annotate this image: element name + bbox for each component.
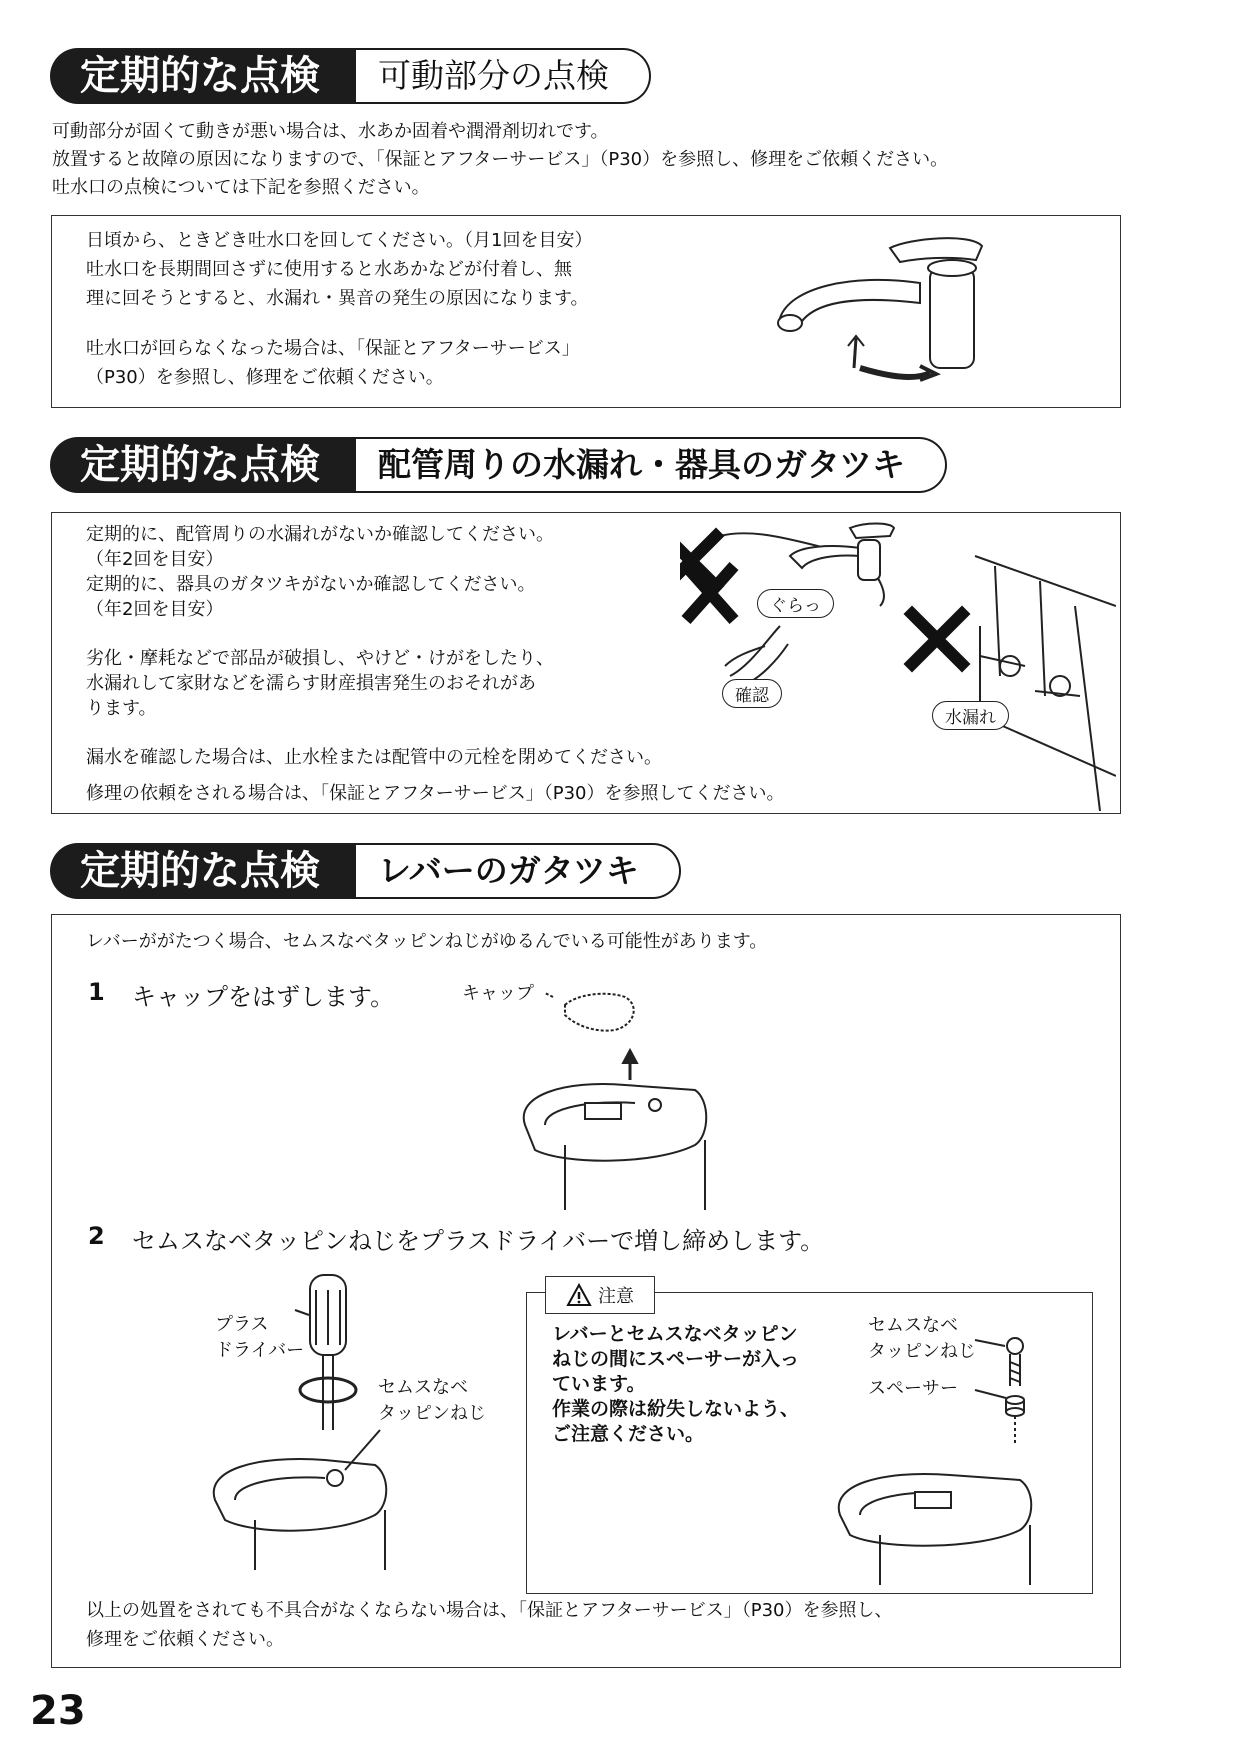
caution-line: ご注意ください。 [552,1423,705,1445]
section2-subtitle: 配管周りの水漏れ・器具のガタツキ [356,437,947,493]
box-line: （年2回を目安） [86,599,224,620]
caution-screw-label-line: タッピンねじ [868,1341,976,1362]
box-line: 吐水口が回らなくなった場合は、「保証とアフターサービス」 [86,338,580,359]
box-line: 修理の依頼をされる場合は、「保証とアフターサービス」（P30）を参照してください。 [86,783,785,804]
footer-line: 以上の処置をされても不具合がなくならない場合は、「保証とアフターサービス」（P30）を参照し、 [86,1600,893,1621]
section3-subtitle: レバーのガタツキ [356,843,681,899]
intro-line: 放置すると故障の原因になりますので、「保証とアフターサービス」（P30）を参照し、修理をご依頼ください。 [52,149,949,170]
intro-line: 可動部分が固くて動きが悪い場合は、水あか固着や潤滑剤切れです。 [52,121,609,142]
x-mark-icon [912,614,962,664]
cap-label: キャップ [462,983,534,1004]
page-number: 23 [30,1688,86,1734]
box-line: 定期的に、配管周りの水漏れがないか確認してください。 [86,524,554,545]
step2-text: セムスなベタッピンねじをプラスドライバーで増し締めします。 [132,1227,825,1255]
box-line: ります。 [86,698,157,719]
box-line: 理に回そうとすると、水漏れ・異音の発生の原因になります。 [86,288,589,309]
box-line: 水漏れして家財などを濡らす財産損害発生のおそれがあ [86,673,536,694]
box-line: （P30）を参照し、修理をご依頼ください。 [86,367,444,388]
section3-intro: レバーががたつく場合、セムスなベタッピンねじがゆるんでいる可能性があります。 [86,931,768,952]
driver-label-line: ドライバー [215,1340,305,1361]
box-line: （年2回を目安） [86,549,224,570]
footer-line: 修理をご依頼ください。 [86,1629,284,1650]
section2-header [50,437,947,493]
spacer-label: スペーサー [868,1378,958,1399]
step1-text: キャップをはずします。 [132,983,395,1011]
section2-title: 定期的な点検 [50,437,356,493]
screwdriver-tightening-illustration [195,1270,435,1570]
pipe-leak-illustration [680,516,1116,811]
box-line: 吐水口を長期間回さずに使用すると水あかなどが付着し、無 [86,259,572,280]
caution-line: ています。 [552,1373,646,1395]
section1-intro [52,118,948,202]
lever-cap-removal-illustration [505,985,735,1210]
section1-box-text [86,226,592,313]
step2-number: 2 [88,1222,105,1250]
box-line: 定期的に、器具のガタツキがないか確認してください。 [86,574,536,595]
warning-triangle-icon [566,1283,592,1307]
caution-title: 注意 [598,1286,634,1307]
box-line: 漏水を確認した場合は、止水栓または配管中の元栓を閉めてください。 [86,747,662,768]
caution-line: ねじの間にスペーサーが入っ [552,1348,800,1370]
section2-text-b [86,646,554,721]
box-line: 日頃から、ときどき吐水口を回してください。（月1回を目安） [86,230,593,251]
section3-footer [86,1596,893,1654]
section1-header [50,48,651,104]
screw-label-line: タッピンねじ [378,1403,486,1424]
section3-header [50,843,681,899]
section1-box-text2 [86,334,580,392]
driver-label-line: プラス [215,1314,269,1335]
caution-line: レバーとセムスなベタッピン [552,1323,798,1345]
leak-tag: 水漏れ [932,701,1009,730]
caution-line: 作業の際は紛失しないよう、 [552,1398,800,1420]
caution-header [545,1276,655,1314]
box-line: 劣化・摩耗などで部品が破損し、やけど・けがをしたり、 [86,648,554,669]
step1-number: 1 [88,978,105,1006]
intro-line: 吐水口の点検については下記を参照ください。 [52,177,430,198]
section1-subtitle: 可動部分の点検 [356,48,651,104]
section1-title: 定期的な点検 [50,48,356,104]
faucet-spout-rotate-illustration [770,228,1000,398]
wobble-tag: ぐらっ [757,589,834,618]
section3-title: 定期的な点検 [50,843,356,899]
section2-text-a [86,522,554,622]
check-tag: 確認 [722,679,782,708]
caution-screw-label-line: セムスなベ [868,1315,958,1336]
caution-text [552,1322,799,1447]
screw-label-line: セムスなベ [378,1377,468,1398]
x-mark-left-icon [680,556,740,636]
spacer-screw-illustration [830,1330,1080,1585]
